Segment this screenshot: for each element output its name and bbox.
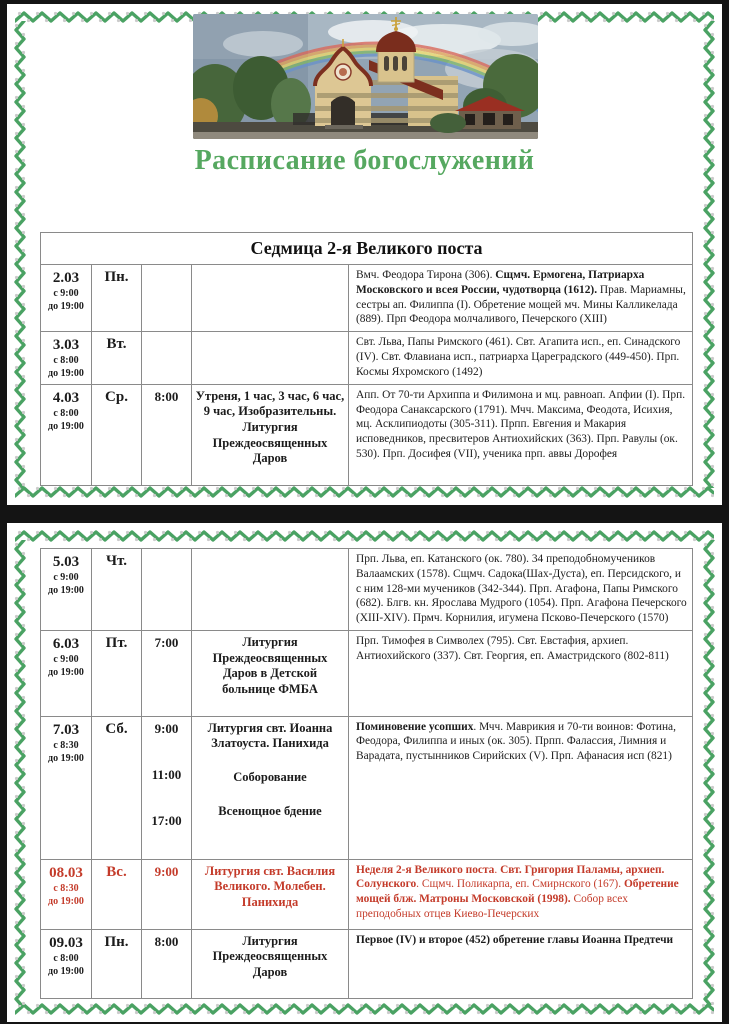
commemoration-segment: . Мчч. Маврикия и 70-ти воинов: Фотина, Феодора, Филиппа и иных (ок. 305). Прпп. Фалассия, Лимния и Варадата, пустынников Сирийских (V). Прп. Афанасия исп (821) <box>356 720 676 763</box>
schedule-row <box>41 631 693 717</box>
service-name: Литургия свт. Василия Великого. Молебен. Панихида <box>204 863 336 909</box>
commemorations-cell <box>349 929 693 999</box>
service-time: 8:00 <box>154 388 179 404</box>
date-cell <box>41 384 92 485</box>
service-name: Утреня, 1 час, 3 час, 6 час, 9 час, Изобразительны. Литургия Преждеосвященных Даров <box>195 388 345 466</box>
time-cell <box>142 929 192 999</box>
open-hours-from: с 9:00 <box>53 572 79 583</box>
open-hours-from: с 8:00 <box>53 407 79 419</box>
commemoration-segment: Прав. Мариамны, сестры ап. Филиппа (I). Обретение мощей мч. Мины Калликелада (889). Прп Феодора молчаливого, Печерского (XIII) <box>356 283 686 326</box>
weekday-cell: Пн. <box>92 929 142 999</box>
open-hours-to: до 19:00 <box>48 368 84 380</box>
date-cell <box>41 929 92 999</box>
date-cell <box>41 631 92 717</box>
commemoration-bold-segment: Свт. Григория Паламы, архиеп. Солунского <box>356 863 665 891</box>
time-cell <box>142 265 192 332</box>
church-photo <box>193 14 538 139</box>
date-value: 09.03 <box>49 934 83 951</box>
time-cell <box>142 549 192 631</box>
open-hours-to: до 19:00 <box>48 301 84 312</box>
service-cell <box>192 384 349 485</box>
commemoration-segment: Прп. Льва, еп. Катанского (ок. 780). 34 преподобномучеников Валаамских (1578). Сщмч. Садока(Шах-Дуста), еп. Персидского, и с ним 128-ми мучеников (342-344). Прп. Агафона, Папы Римского (682). Блгв. кн. Ярослава Мудрого (1054). Прп. Агафона Печерского (XIII-XIV). Прмч. Корнилия, игумена Псково-Печерского (1570) <box>356 553 687 625</box>
date-value: 3.03 <box>52 337 80 354</box>
zigzag-border-right-icon <box>702 540 716 1005</box>
date-value: 6.03 <box>52 636 80 653</box>
service-time: 17:00 <box>151 812 182 828</box>
time-cell <box>142 332 192 384</box>
schedule-row <box>41 332 693 384</box>
zigzag-border-left-icon <box>13 540 27 1005</box>
time-cell <box>142 859 192 929</box>
date-value: 2.03 <box>52 270 80 286</box>
schedule-row <box>41 384 693 485</box>
date-value: 5.03 <box>52 554 80 570</box>
service-cell <box>192 631 349 717</box>
schedule-row <box>41 716 693 859</box>
week-header: Седмица 2-я Великого поста <box>41 233 693 265</box>
service-name: Всенощное бдение <box>218 803 322 818</box>
commemorations-cell <box>349 716 693 859</box>
time-cell <box>142 631 192 717</box>
service-cell <box>192 265 349 332</box>
commemoration-segment: . <box>494 863 501 876</box>
commemorations-cell <box>349 549 693 631</box>
open-hours-from: с 8:00 <box>53 355 79 367</box>
schedule-row <box>41 549 693 631</box>
open-hours-to: до 19:00 <box>48 585 84 596</box>
zigzag-border-top-icon <box>15 529 714 543</box>
church-photo-illustration <box>193 14 538 139</box>
page-title: Расписание богослужений <box>194 145 535 176</box>
page-second <box>7 523 722 1022</box>
open-hours-to: до 19:00 <box>48 752 84 764</box>
schedule-row <box>41 265 693 332</box>
weekday-cell: Вс. <box>92 859 142 929</box>
commemoration-segment: . Сщмч. Поликарпа, еп. Смирнского (167). <box>416 878 624 891</box>
date-cell <box>41 716 92 859</box>
date-cell <box>41 549 92 631</box>
open-hours-to: до 19:00 <box>48 965 84 977</box>
open-hours-to: до 19:00 <box>48 667 84 679</box>
commemorations-cell <box>349 859 693 929</box>
service-cell <box>192 716 349 859</box>
open-hours-from: с 9:00 <box>53 654 79 666</box>
schedule-row <box>41 929 693 999</box>
service-name: Соборование <box>233 769 307 784</box>
commemorations-cell <box>349 384 693 485</box>
service-name: Литургия свт. Иоанна Златоуста. Панихида <box>207 720 333 751</box>
zigzag-border-bottom-icon <box>15 1002 714 1016</box>
commemoration-bold-segment: Сщмч. Ермогена, Патриарха Московского и всея России, чудотворца (1612). <box>356 269 645 296</box>
weekday-cell: Пт. <box>92 631 142 717</box>
service-cell <box>192 929 349 999</box>
commemoration-segment: Вмч. Феодора Тирона (306). <box>356 269 496 281</box>
date-cell <box>41 265 92 332</box>
service-cell <box>192 859 349 929</box>
commemoration-bold-segment: Неделя 2-я Великого поста <box>356 863 495 876</box>
schedule-table-first <box>40 232 693 486</box>
time-cell <box>142 716 192 859</box>
service-cell <box>192 332 349 384</box>
commemoration-bold-segment: Обретение мощей блж. Матроны Московской (1998). <box>356 878 679 906</box>
zigzag-border-right-icon <box>702 21 716 488</box>
week-header-row <box>41 233 693 265</box>
commemorations-cell <box>349 265 693 332</box>
time-cell <box>142 384 192 485</box>
service-time: 7:00 <box>154 635 179 651</box>
open-hours-from: с 9:00 <box>53 288 79 299</box>
service-name: Литургия Преждеосвященных Даров в Детской больнице ФМБА <box>212 635 328 697</box>
open-hours-to: до 19:00 <box>48 420 84 432</box>
open-hours-from: с 8:30 <box>53 739 79 751</box>
commemoration-segment: Прп. Тимофея в Символех (795). Свт. Евстафия, архиеп. Антиохийского (337). Свт. Георгия, еп. Амастридского (802-811) <box>356 635 669 662</box>
weekday-cell: Ср. <box>92 384 142 485</box>
commemorations-cell <box>349 332 693 384</box>
zigzag-border-bottom-icon <box>15 485 714 499</box>
page-first <box>7 4 722 505</box>
commemorations-cell <box>349 631 693 717</box>
service-time: 9:00 <box>154 720 179 736</box>
zigzag-border-left-icon <box>13 21 27 488</box>
service-name: Литургия Преждеосвященных Даров <box>212 933 328 979</box>
service-time: 8:00 <box>154 933 179 949</box>
weekday-cell: Чт. <box>92 549 142 631</box>
weekday-cell: Вт. <box>92 332 142 384</box>
commemoration-segment: Свт. Льва, Папы Римского (461). Свт. Агапита исп., еп. Синадского (IV). Свт. Флавиана исп., патриарха Цареградского (449-450). Прп. Космы Яхромского (1492) <box>356 336 681 378</box>
open-hours-to: до 19:00 <box>48 895 84 907</box>
service-time: 11:00 <box>151 766 182 782</box>
commemoration-segment: Собор всех преподобных отцев Киево-Печерских <box>356 893 628 921</box>
date-cell <box>41 859 92 929</box>
date-cell <box>41 332 92 384</box>
date-value: 08.03 <box>49 864 83 881</box>
schedule-row <box>41 859 693 929</box>
schedule-table-second <box>40 548 693 999</box>
date-value: 4.03 <box>52 389 80 406</box>
open-hours-from: с 8:30 <box>53 882 79 894</box>
service-cell <box>192 549 349 631</box>
weekday-cell: Сб. <box>92 716 142 859</box>
date-value: 7.03 <box>52 721 80 738</box>
open-hours-from: с 8:00 <box>53 952 79 964</box>
commemoration-bold-segment: Поминовение усопших <box>356 720 474 733</box>
commemoration-bold-segment: Первое (IV) и второе (452) обретение главы Иоанна Предтечи <box>356 933 674 946</box>
commemoration-segment: Апп. От 70-ти Архиппа и Филимона и мц. равноап. Апфии (I). Прп. Феодора Санаксарского (1791). Мчч. Максима, Феодота, Исихия, мц. Асклипиодоты (305-311). Прпп. Евгения и Макария исповедников, пресвитеров Антиохийских (363). Прп. Равулы (ок. 530). Прп. Досифея (VII), ученика прп. аввы Дорофея <box>356 388 686 461</box>
service-time: 9:00 <box>154 863 179 879</box>
weekday-cell: Пн. <box>92 265 142 332</box>
